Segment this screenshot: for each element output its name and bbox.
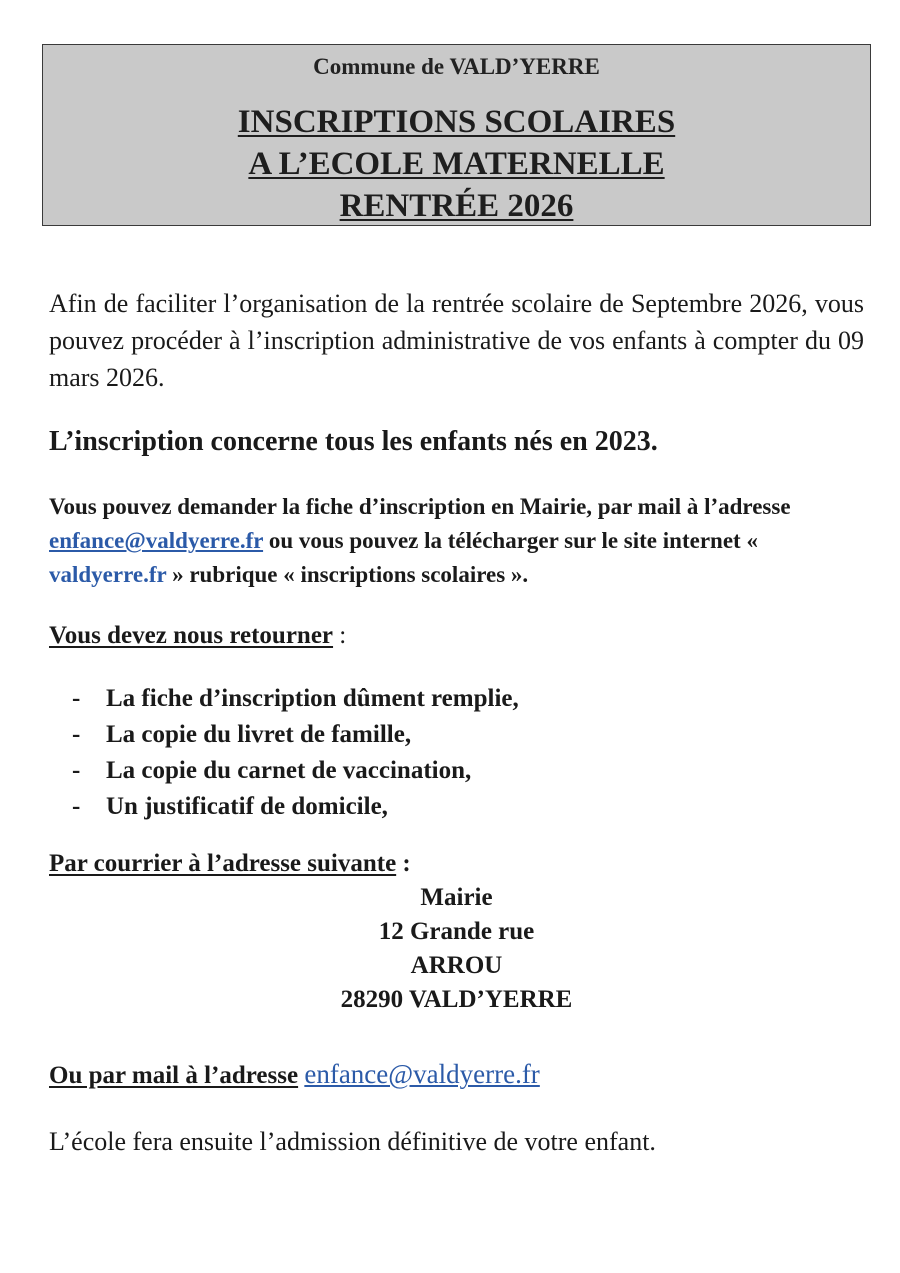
email-link-inline[interactable]: enfance@valdyerre.fr	[49, 528, 264, 553]
return-heading-label: Vous devez nous retourner	[49, 622, 334, 649]
title-line-1: INSCRIPTIONS SCOLAIRES	[237, 104, 676, 140]
bullet-dash: -	[72, 793, 81, 820]
title-line-3: RENTRÉE 2026	[339, 188, 574, 224]
title-line-2: A L’ECOLE MATERNELLE	[248, 146, 665, 182]
form-request-text-2: ou vous pouvez la télécharger sur le site internet «	[263, 528, 758, 553]
list-item-text: La copie du livret de famille,	[106, 721, 412, 748]
closing-statement: L’école fera ensuite l’admission définitive de votre enfant.	[49, 1127, 656, 1156]
bullet-dash: -	[72, 685, 81, 712]
form-request-paragraph	[49, 490, 864, 592]
intro-paragraph: Afin de faciliter l’organisation de la rentrée scolaire de Septembre 2026, vous pouvez procéder à l’inscription administrative de vos enfants à compter du 09 mars 2026.	[49, 289, 864, 392]
return-heading	[49, 619, 346, 653]
email-link[interactable]: enfance@valdyerre.fr	[304, 1059, 540, 1089]
mail-address-heading-colon: :	[396, 850, 411, 877]
list-item-text: La copie du carnet de vaccination,	[106, 757, 472, 784]
form-request-text-3: » rubrique « inscriptions scolaires ».	[166, 562, 529, 587]
address-line-1: Mairie	[420, 884, 493, 911]
list-item	[72, 789, 519, 825]
address-line-2: 12 Grande rue	[378, 918, 535, 945]
list-item-text: La fiche d’inscription dûment remplie,	[106, 685, 519, 712]
bullet-dash: -	[72, 757, 81, 784]
eligibility-statement: L’inscription concerne tous les enfants nés en 2023.	[49, 426, 658, 457]
required-documents-list	[72, 681, 519, 825]
commune-name: Commune de VALD’YERRE	[313, 54, 600, 79]
address-line-4: 28290 VALD’YERRE	[340, 986, 573, 1013]
bullet-dash: -	[72, 721, 81, 748]
list-item	[72, 717, 519, 753]
list-item	[72, 753, 519, 789]
address-line-3: ARROU	[410, 952, 503, 979]
form-request-text-1: Vous pouvez demander la fiche d’inscription en Mairie, par mail à l’adresse	[49, 494, 791, 519]
email-option-label: Ou par mail à l’adresse	[49, 1062, 299, 1089]
website-link[interactable]: valdyerre.fr	[49, 562, 167, 587]
email-option	[49, 1057, 540, 1093]
mail-address-heading-label: Par courrier à l’adresse suivante	[49, 850, 397, 877]
return-heading-colon: :	[333, 622, 347, 649]
mail-address-heading	[49, 847, 411, 881]
header-banner	[42, 44, 871, 226]
list-item-text: Un justificatif de domicile,	[106, 793, 388, 820]
postal-address	[250, 881, 663, 1017]
list-item	[72, 681, 519, 717]
